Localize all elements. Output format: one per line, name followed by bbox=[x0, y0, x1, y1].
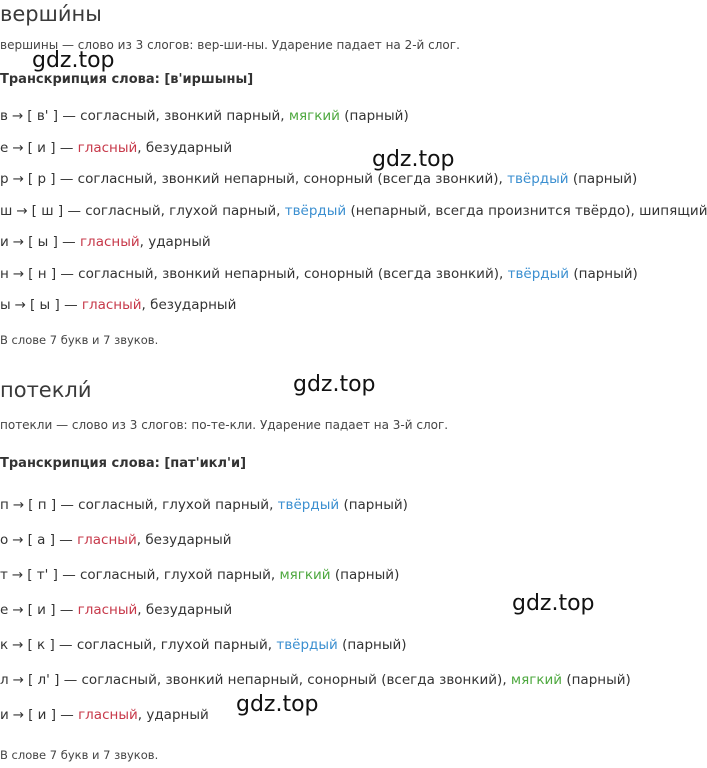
sound: [ т' ] bbox=[27, 567, 58, 583]
description: — согласный, глухой парный, bbox=[60, 497, 274, 513]
phonetic-row bbox=[0, 567, 399, 583]
arrow-icon: → bbox=[12, 602, 24, 618]
sound: [ к ] bbox=[27, 637, 55, 653]
letter: е bbox=[0, 139, 9, 156]
watermark: gdz.top bbox=[293, 372, 376, 397]
sound-type-mark: твёрдый bbox=[284, 202, 347, 219]
word-title: верши́ны bbox=[0, 2, 102, 26]
arrow-icon: → bbox=[12, 265, 25, 282]
letter: р bbox=[0, 171, 9, 187]
letter: н bbox=[0, 265, 9, 282]
letter-count: В слове 7 букв и 7 звуков. bbox=[0, 748, 159, 762]
description: — согласный, глухой парный, bbox=[59, 637, 273, 653]
sound-type-mark: твёрдый bbox=[277, 497, 340, 513]
letter: и bbox=[0, 234, 9, 250]
description-tail: , безударный bbox=[137, 602, 233, 618]
sound: [ ш ] bbox=[31, 202, 64, 219]
syllables-info: потекли — слово из 3 слогов: по-те-кли. Ударение падает на 3-й слог. bbox=[0, 418, 449, 432]
description-tail: (непарный, всегда произнится твёрдо), шипящий bbox=[350, 202, 707, 219]
phonetic-row bbox=[0, 637, 407, 653]
description: — bbox=[62, 234, 76, 250]
sound-type-mark: гласный bbox=[78, 707, 138, 723]
arrow-icon: → bbox=[12, 497, 25, 513]
sound-type-mark: гласный bbox=[77, 602, 138, 618]
letter: е bbox=[0, 602, 9, 618]
sound-type-mark: гласный bbox=[77, 139, 138, 156]
phonetic-row bbox=[0, 171, 637, 187]
description: — bbox=[64, 297, 78, 313]
description-tail: , безударный bbox=[141, 297, 237, 313]
watermark: gdz.top bbox=[32, 48, 115, 73]
phonetic-row bbox=[0, 140, 232, 156]
phonetic-row bbox=[0, 532, 232, 548]
watermark: gdz.top bbox=[236, 692, 319, 717]
sound-type-mark: гласный bbox=[81, 297, 142, 313]
sound-type-mark: твёрдый bbox=[507, 171, 569, 187]
sound-type-mark: твёрдый bbox=[507, 265, 570, 282]
arrow-icon: → bbox=[12, 672, 24, 688]
phonetic-row bbox=[0, 672, 631, 688]
sound: [ ы ] bbox=[29, 297, 60, 313]
letter-count: В слове 7 букв и 7 звуков. bbox=[0, 333, 159, 347]
phonetic-row bbox=[0, 203, 707, 219]
watermark: gdz.top bbox=[372, 147, 455, 172]
description: — bbox=[59, 532, 73, 548]
description-tail: (парный) bbox=[334, 567, 400, 583]
watermark: gdz.top bbox=[512, 591, 595, 616]
transcription: Транскрипция слова: [пат'икл'и] bbox=[0, 456, 247, 471]
sound: [ н ] bbox=[28, 265, 57, 282]
description: — bbox=[60, 707, 74, 723]
sound: [ и ] bbox=[27, 602, 56, 618]
description-tail: (парный) bbox=[343, 497, 408, 513]
arrow-icon: → bbox=[16, 202, 28, 219]
arrow-icon: → bbox=[12, 171, 24, 187]
sound-type-mark: мягкий bbox=[288, 108, 340, 124]
arrow-icon: → bbox=[12, 637, 24, 653]
sound: [ в' ] bbox=[27, 108, 59, 124]
phonetic-row bbox=[0, 602, 232, 618]
description: — согласный, звонкий парный, bbox=[62, 108, 285, 124]
letter: т bbox=[0, 567, 8, 583]
description-tail: (парный) bbox=[344, 108, 409, 124]
description: — bbox=[59, 602, 74, 618]
description: — согласный, звонкий непарный, сонорный (всегда звонкий), bbox=[63, 672, 507, 688]
description: — согласный, глухой парный, bbox=[67, 202, 281, 219]
sound: [ п ] bbox=[28, 497, 57, 513]
sound: [ а ] bbox=[27, 532, 55, 548]
letter: п bbox=[0, 497, 9, 513]
sound-type-mark: мягкий bbox=[510, 672, 563, 688]
arrow-icon: → bbox=[12, 139, 24, 156]
description: — согласный, глухой парный, bbox=[62, 567, 276, 583]
sound-type-mark: гласный bbox=[77, 532, 137, 548]
description: — согласный, звонкий непарный, сонорный (всегда звонкий), bbox=[60, 265, 504, 282]
sound-type-mark: гласный bbox=[79, 234, 140, 250]
description-tail: (парный) bbox=[342, 637, 407, 653]
phonetic-row bbox=[0, 497, 408, 513]
description-tail: , безударный bbox=[137, 139, 233, 156]
word-title: потекли́ bbox=[0, 378, 92, 402]
arrow-icon: → bbox=[12, 707, 25, 723]
sound-type-mark: мягкий bbox=[279, 567, 331, 583]
description-tail: , безударный bbox=[136, 532, 232, 548]
letter: ы bbox=[0, 297, 11, 313]
arrow-icon: → bbox=[14, 297, 26, 313]
sound: [ и ] bbox=[27, 139, 56, 156]
phonetic-row bbox=[0, 297, 236, 313]
arrow-icon: → bbox=[12, 532, 24, 548]
description-tail: (парный) bbox=[566, 672, 631, 688]
description-tail: (парный) bbox=[573, 265, 638, 282]
arrow-icon: → bbox=[11, 108, 24, 124]
sound: [ л' ] bbox=[27, 672, 60, 688]
sound-type-mark: твёрдый bbox=[276, 637, 338, 653]
letter: ш bbox=[0, 202, 13, 219]
description: — согласный, звонкий непарный, сонорный (всегда звонкий), bbox=[59, 171, 503, 187]
phonetic-row bbox=[0, 234, 211, 250]
phonetic-row bbox=[0, 266, 638, 282]
letter: л bbox=[0, 672, 9, 688]
sound: [ ы ] bbox=[28, 234, 58, 250]
description-tail: , ударный bbox=[139, 234, 211, 250]
letter: о bbox=[0, 532, 9, 548]
sound: [ р ] bbox=[27, 171, 56, 187]
description-tail: (парный) bbox=[572, 171, 638, 187]
letter: в bbox=[0, 108, 8, 124]
letter: к bbox=[0, 637, 9, 653]
arrow-icon: → bbox=[11, 567, 24, 583]
description: — bbox=[59, 139, 74, 156]
letter: и bbox=[0, 707, 9, 723]
description-tail: , ударный bbox=[137, 707, 209, 723]
syllables-info: вершины — слово из 3 слогов: вер-ши-ны. Ударение падает на 2-й слог. bbox=[0, 38, 460, 52]
sound: [ и ] bbox=[28, 707, 56, 723]
transcription: Транскрипция слова: [в'иршыны] bbox=[0, 72, 254, 87]
arrow-icon: → bbox=[12, 234, 25, 250]
phonetic-row bbox=[0, 707, 209, 723]
phonetic-row bbox=[0, 108, 409, 124]
